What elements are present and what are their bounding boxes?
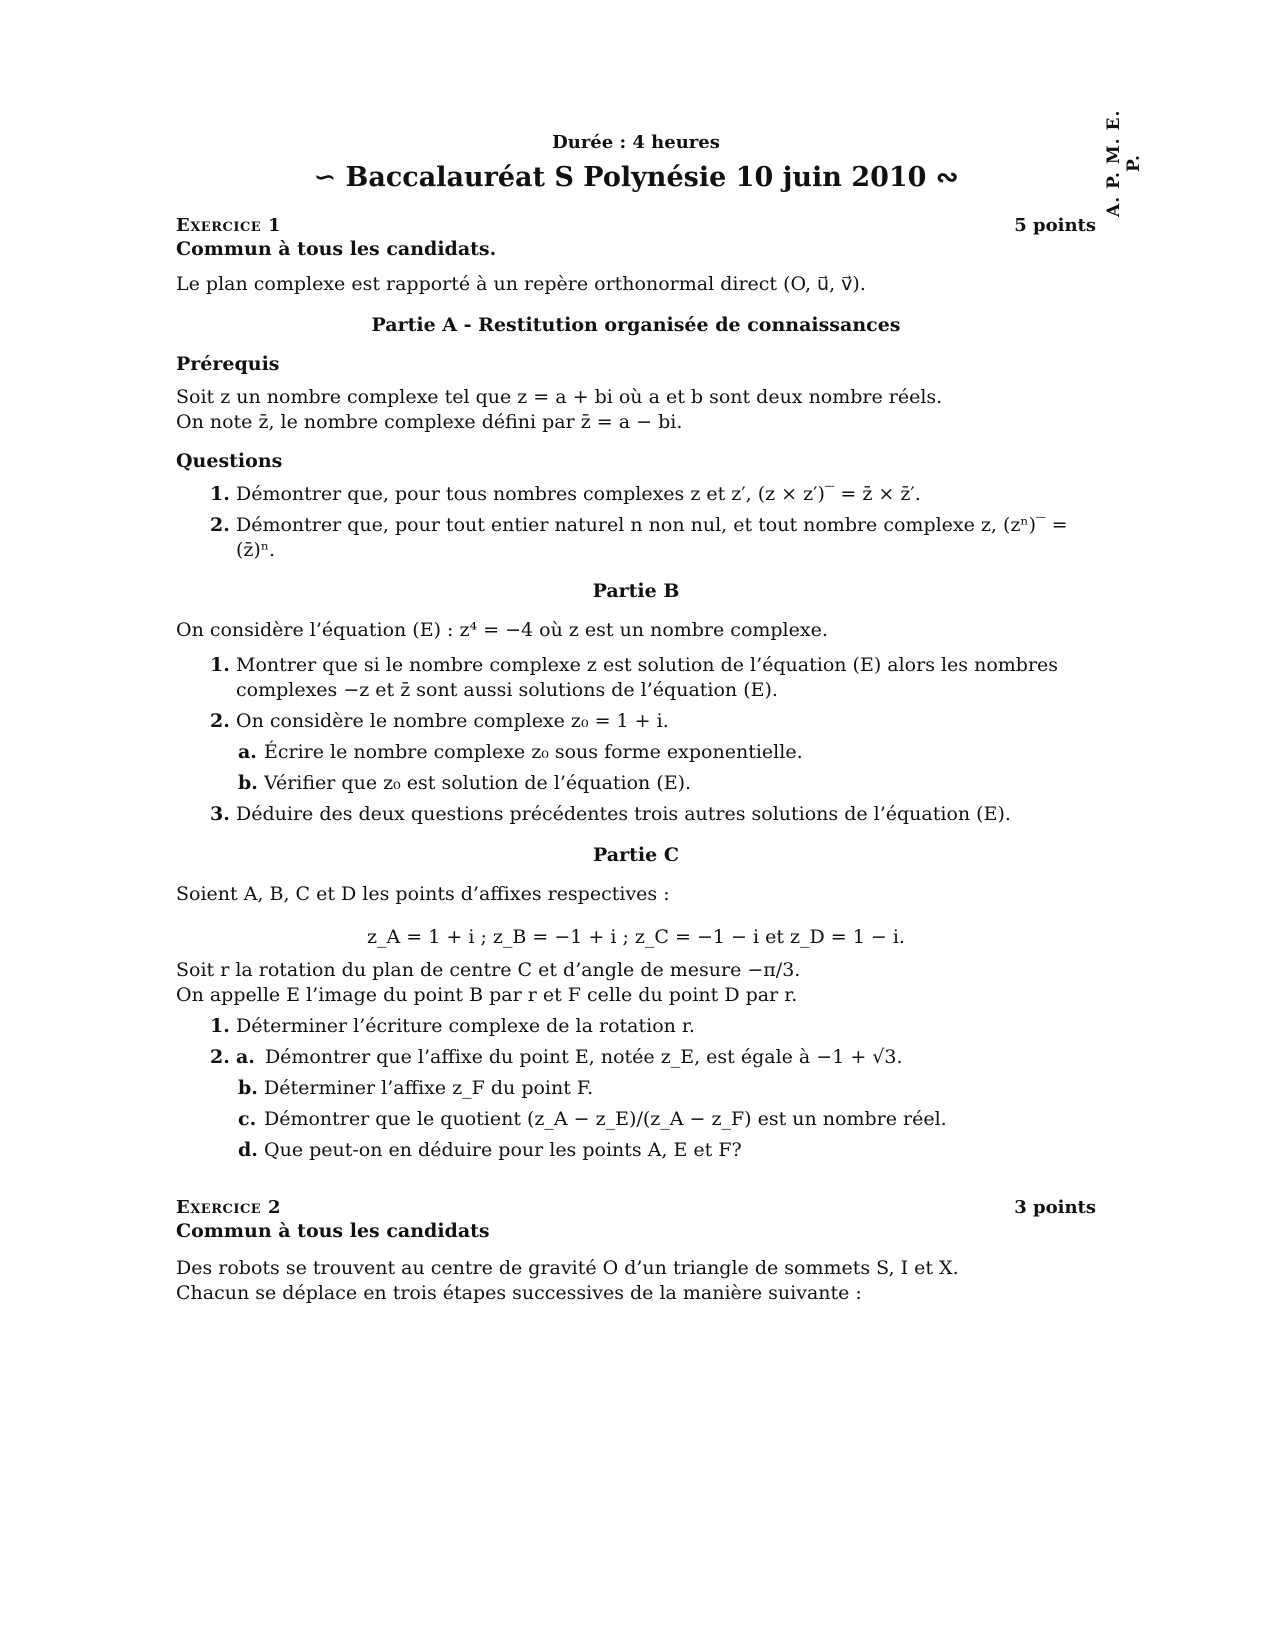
part-b-question-2a: a. Écrire le nombre complexe z₀ sous forme exponentielle.: [238, 741, 803, 763]
exercise-2-line-2: Chacun se déplace en trois étapes successives de la manière suivante :: [176, 1282, 862, 1304]
duration: Durée : 4 heures: [552, 132, 720, 153]
part-c-affixes: z_A = 1 + i ; z_B = −1 + i ; z_C = −1 − i et z_D = 1 − i.: [367, 926, 905, 948]
part-b-q2-text: On considère le nombre complexe z₀ = 1 + i.: [236, 710, 669, 732]
part-b-q2a-text: Écrire le nombre complexe z₀ sous forme exponentielle.: [264, 741, 803, 763]
part-a-q2-text: Démontrer que, pour tout entier naturel n non nul, et tout nombre complexe z, (zⁿ)‾ = (z̄)ⁿ.: [236, 514, 1068, 561]
part-c-question-2c: c. Démontrer que le quotient (z_A − z_E)/(z_A − z_F) est un nombre réel.: [238, 1108, 947, 1130]
part-b-question-2b: b. Vérifier que z₀ est solution de l’équation (E).: [238, 772, 692, 794]
prerequisite-line-1: Soit z un nombre complexe tel que z = a + bi où a et b sont deux nombre réels.: [176, 386, 943, 408]
part-c-question-2a: 2. a. Démontrer que l’affixe du point E, notée z_E, est égale à −1 + √3.: [210, 1046, 903, 1068]
part-a-title: Partie A - Restitution organisée de connaissances: [371, 314, 901, 336]
part-b-question-1: 1. Montrer que si le nombre complexe z est solution de l’équation (E) alors les nombres complexes −z et z̄ sont aussi solutions de l’équation (E).: [210, 654, 1059, 701]
part-a-question-2: 2. Démontrer que, pour tout entier naturel n non nul, et tout nombre complexe z, (zⁿ)‾ = (z̄)ⁿ.: [210, 514, 1068, 561]
apmep-side-mark: A. P. M. E. P.: [1104, 109, 1144, 217]
exam-page: [176, 130, 1096, 1306]
part-c-title: Partie C: [593, 844, 679, 866]
part-b-questions: [176, 653, 1096, 734]
exercise-1-intro: Le plan complexe est rapporté à un repère orthonormal direct (O, u⃗, v⃗).: [176, 273, 866, 295]
part-c-intro: Soient A, B, C et D les points d’affixes respectives :: [176, 883, 670, 905]
questions-heading: Questions: [176, 450, 283, 472]
exercise-1-points: 5 points: [1014, 215, 1096, 236]
exercise-1-label: Exercice 1: [176, 215, 281, 236]
part-b-q2b-text: Vérifier que z₀ est solution de l’équation (E).: [264, 772, 692, 794]
part-c-images: On appelle E l’image du point B par r et F celle du point D par r.: [176, 984, 798, 1006]
part-c-question-1: 1. Déterminer l’écriture complexe de la rotation r.: [210, 1015, 695, 1037]
exercise-1-header: [176, 215, 1096, 237]
part-b-q3-text: Déduire des deux questions précédentes trois autres solutions de l’équation (E).: [236, 803, 1011, 825]
part-c-q2c-text: Démontrer que le quotient (z_A − z_E)/(z_A − z_F) est un nombre réel.: [264, 1108, 947, 1130]
prerequisites-heading: Prérequis: [176, 353, 280, 375]
page-title: ∽ Baccalauréat S Polynésie 10 juin 2010 ∾: [313, 162, 959, 193]
part-a-q1-text: Démontrer que, pour tous nombres complexes z et z′, (z × z′)‾ = z̄ × z̄′.: [236, 483, 921, 505]
part-a-questions: [176, 482, 1096, 563]
part-c-q2b-text: Déterminer l’affixe z_F du point F.: [264, 1077, 594, 1099]
prerequisite-line-2: On note z̄, le nombre complexe défini par z̄ = a − bi.: [176, 411, 683, 433]
exercise-2-points: 3 points: [1014, 1197, 1096, 1218]
part-c-question-2b: b. Déterminer l’affixe z_F du point F.: [238, 1077, 594, 1099]
part-b-title: Partie B: [592, 580, 680, 602]
part-c-q1-text: Déterminer l’écriture complexe de la rotation r.: [236, 1015, 695, 1037]
exercise-2-header: [176, 1197, 1096, 1219]
part-c-questions: [176, 1014, 1096, 1070]
exercise-1-audience: Commun à tous les candidats.: [176, 238, 497, 260]
part-c-rotation: Soit r la rotation du plan de centre C et d’angle de mesure −π/3.: [176, 959, 801, 981]
part-c-q2a-text: Démontrer que l’affixe du point E, notée z_E, est égale à −1 + √3.: [264, 1046, 903, 1068]
part-c-q2d-text: Que peut-on en déduire pour les points A, E et F?: [264, 1139, 742, 1161]
part-b-questions-cont: [176, 802, 1096, 827]
exercise-2-label: Exercice 2: [176, 1197, 281, 1218]
part-b-question-3: 3. Déduire des deux questions précédentes trois autres solutions de l’équation (E).: [210, 803, 1011, 825]
part-a-question-1: 1. Démontrer que, pour tous nombres complexes z et z′, (z × z′)‾ = z̄ × z̄′.: [210, 483, 921, 505]
exercise-2-line-1: Des robots se trouvent au centre de gravité O d’un triangle de sommets S, I et X.: [176, 1257, 959, 1279]
part-b-question-2: 2. On considère le nombre complexe z₀ = 1 + i.: [210, 710, 669, 732]
exercise-2-audience: Commun à tous les candidats: [176, 1220, 490, 1242]
part-c-question-2d: d. Que peut-on en déduire pour les points A, E et F?: [238, 1139, 742, 1161]
part-b-q1-text: Montrer que si le nombre complexe z est solution de l’équation (E) alors les nombres complexes −z et z̄ sont aussi solutions de l’équation (E).: [236, 654, 1059, 701]
part-b-intro: On considère l’équation (E) : z⁴ = −4 où z est un nombre complexe.: [176, 619, 828, 641]
